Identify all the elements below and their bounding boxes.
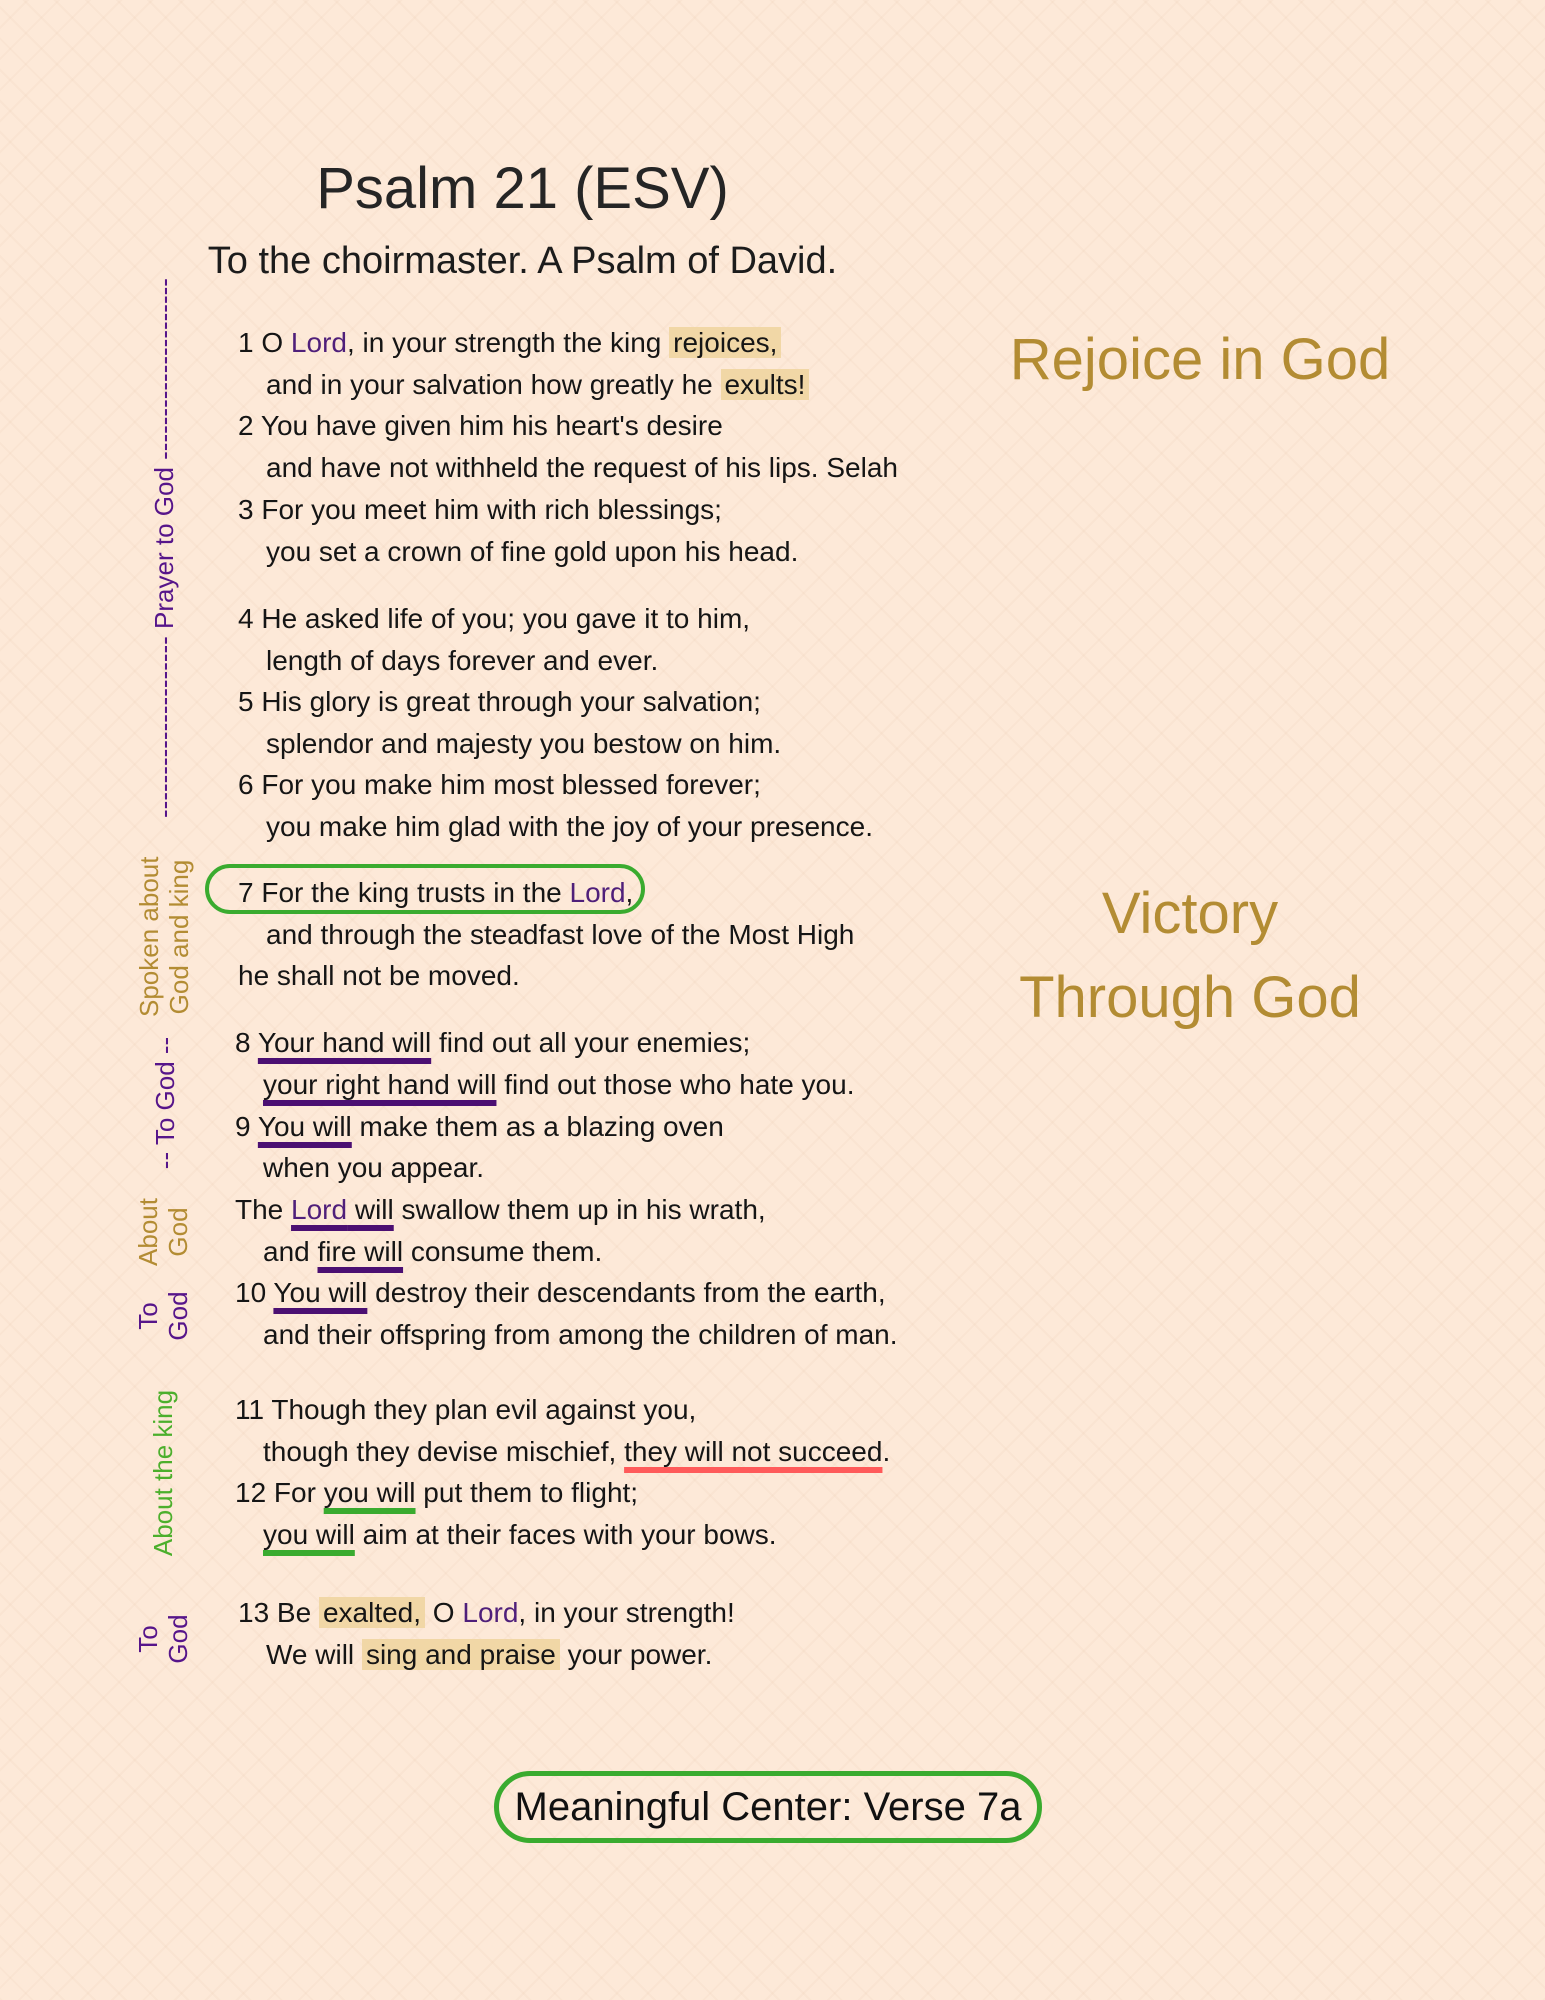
verse-9d: and fire will consume them. (263, 1236, 603, 1267)
verse-12b: you will aim at their faces with your bows. (263, 1519, 777, 1550)
heading-rejoice-in-god: Rejoice in God (1009, 327, 1391, 392)
underline-fire-will: fire will (317, 1236, 404, 1267)
underline-will: will (347, 1194, 394, 1225)
lord-word: Lord (569, 877, 626, 908)
page-subtitle: To the choirmaster. A Psalm of David. (207, 240, 838, 282)
underline-your-hand-will: Your hand will (257, 1027, 432, 1058)
verse-5a: 5 His glory is great through your salvation; (238, 686, 761, 717)
verse-2b: and have not withheld the request of his lips. Selah (266, 452, 898, 483)
verse-9c: The Lord will swallow them up in his wrath, (235, 1194, 766, 1225)
verse-6a: 6 For you make him most blessed forever; (238, 769, 761, 800)
highlight-rejoices: rejoices, (669, 327, 781, 358)
verse-10a: 10 You will destroy their descendants from the earth, (235, 1277, 886, 1308)
verse-10b: and their offspring from among the children of man. (263, 1319, 898, 1350)
verse-11a: 11 Though they plan evil against you, (235, 1394, 697, 1425)
verse-9a: 9 You will make them as a blazing oven (235, 1111, 724, 1142)
verse-4a: 4 He asked life of you; you gave it to him, (238, 603, 751, 634)
underline-you-will-green: you will (323, 1477, 416, 1508)
label-about-the-king: About the king (148, 1389, 178, 1557)
underline-you-will: You will (257, 1111, 352, 1142)
verse-2a: 2 You have given him his heart's desire (238, 410, 723, 441)
underline-your-right-hand-will: your right hand will (263, 1069, 497, 1100)
verse-9b: when you appear. (263, 1152, 485, 1183)
verse-1b: and in your salvation how greatly he exults! (266, 365, 809, 405)
verse-3b: you set a crown of fine gold upon his head. (266, 536, 799, 567)
verse-3a: 3 For you meet him with rich blessings; (238, 494, 722, 525)
underline-you-will-green: you will (263, 1519, 355, 1550)
verse-8b: your right hand will find out those who hate you. (263, 1069, 855, 1100)
label-to-god-verse-13: To God (133, 1614, 193, 1664)
verse-13a: 13 Be exalted, O Lord, in your strength! (238, 1597, 735, 1628)
page-title: Psalm 21 (ESV) (316, 156, 729, 221)
highlight-exults: exults! (721, 369, 810, 400)
highlight-exalted: exalted, (319, 1597, 425, 1628)
underline-you-will: You will (273, 1277, 368, 1308)
verse-5b: splendor and majesty you bestow on him. (266, 728, 782, 759)
label-about-god: About God (133, 1198, 193, 1266)
verse-11b: though they devise mischief, they will not succeed. (263, 1436, 891, 1467)
label-to-god-verse-10: To God (133, 1291, 193, 1341)
heading-victory-through-god: Victory Through God (1019, 881, 1361, 1030)
label-spoken-about-god-and-king: Spoken about God and king (134, 856, 194, 1017)
verse-7b: and through the steadfast love of the Most High (266, 919, 855, 950)
label-prayer-to-god: --------------------- Prayer to God --------------------- (149, 278, 179, 818)
underline-they-will-not-succeed: they will not succeed (624, 1436, 883, 1467)
lord-word: Lord (291, 1194, 348, 1225)
meaningful-center-badge: Meaningful Center: Verse 7a (494, 1771, 1042, 1843)
verse-8a: 8 Your hand will find out all your enemies; (235, 1027, 751, 1058)
label-to-god-dashed: -- To God -- (150, 1036, 180, 1170)
verse-13b: We will sing and praise your power. (266, 1639, 713, 1670)
verse-1a: 1 O Lord, in your strength the king rejoices, (238, 323, 781, 363)
verse-6b: you make him glad with the joy of your presence. (266, 811, 873, 842)
highlight-sing-and-praise: sing and praise (362, 1639, 560, 1670)
verse-12a: 12 For you will put them to flight; (235, 1477, 639, 1508)
verse-4b: length of days forever and ever. (266, 645, 659, 676)
verse-7a: 7 For the king trusts in the Lord, (238, 877, 634, 908)
lord-word: Lord (290, 327, 347, 358)
lord-word: Lord (462, 1597, 519, 1628)
verse-7c: he shall not be moved. (238, 960, 520, 991)
